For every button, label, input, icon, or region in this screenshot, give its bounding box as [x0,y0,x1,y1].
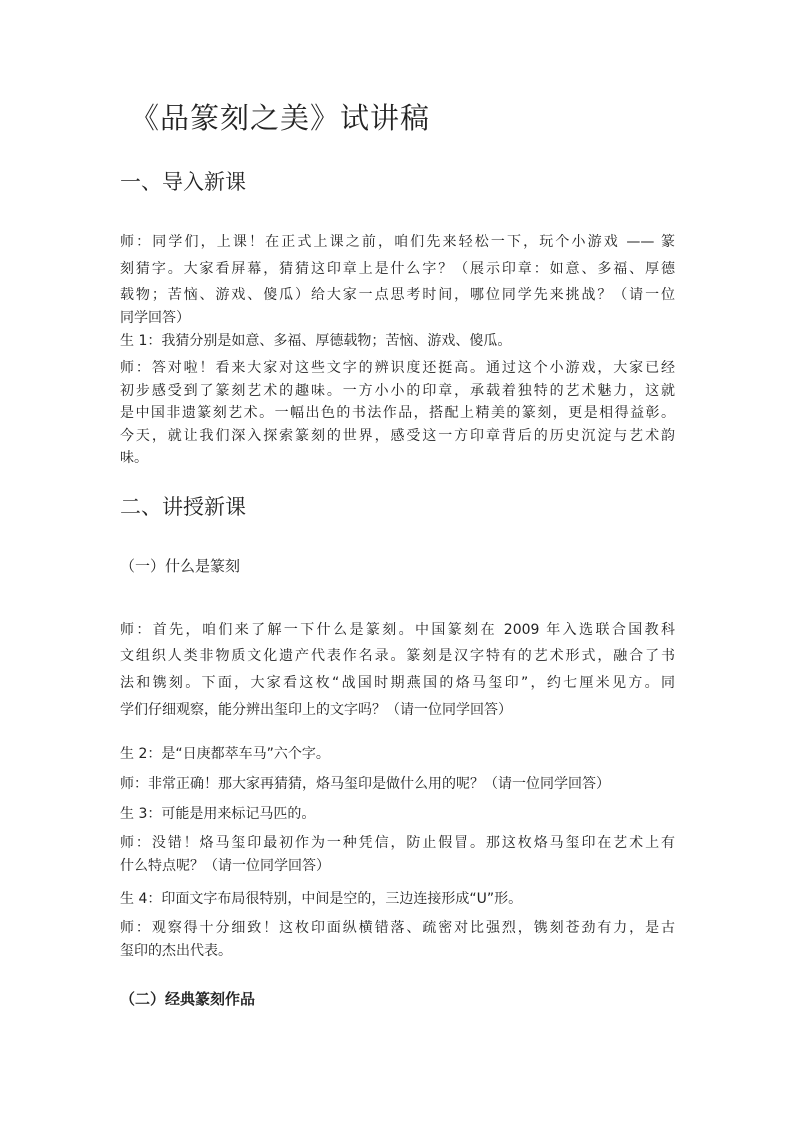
paragraph-lesson-teacher-1 [120,617,675,723]
paragraph-intro-teacher-2 [120,357,675,470]
text-line: 初步感受到了篆刻艺术的趣味。一方小小的印章，承载着独特的艺术魅力，这就 [120,382,675,399]
paragraph-student-4: 生 4：印面文字布局很特别，中间是空的，三边连接形成“U”形。 [120,891,523,907]
subsection-heading-what-is-seal-carving: （一）什么是篆刻 [120,557,241,575]
text-line: 师：观察得十分细致！这枚印面纵横错落、疏密对比强烈，镌刻苍劲有力，是古 [120,920,675,936]
text-line: 文组织人类非物质文化遗产代表作名录。篆刻是汉字特有的艺术形式，融合了书 [120,648,675,664]
paragraph-teacher-question: 师：非常正确！那大家再猜猜，烙马玺印是做什么用的呢？（请一位同学回答） [120,776,610,792]
text-line: 玺印的杰出代表。 [120,942,232,959]
text-line: 刻猜字。大家看屏幕，猜猜这印章上是什么字？（展示印章：如意、多福、厚德 [120,261,675,277]
document-title: 《品篆刻之美》试讲稿 [130,101,431,135]
text-line: 载物；苦恼、游戏、傻瓜）给大家一点思考时间，哪位同学先来挑战？（请一位 [120,287,675,303]
paragraph-teacher-summary [120,917,675,962]
text-line: 同学回答） [120,310,190,326]
text-line: 什么特点呢？（请一位同学回答） [120,857,330,874]
text-line: 师：同学们，上课！在正式上课之前，咱们先来轻松一下，玩个小游戏 —— 篆 [120,234,675,250]
text-line: 味。 [120,450,148,466]
text-line: 法和镌刻。下面，大家看这枚“战国时期燕国的烙马玺印”，约七厘米见方。同 [120,675,675,691]
subsection-heading-classic-works: （二）经典篆刻作品 [120,990,256,1008]
paragraph-student-2: 生 2：是“日庚都萃车马”六个字。 [120,746,330,762]
text-line: 今天，就让我们深入探索篆刻的世界，感受这一方印章背后的历史沉淀与艺术韵 [120,427,675,444]
text-line: 学们仔细观察，能分辨出玺印上的文字吗？（请一位同学回答） [120,702,512,718]
section-heading-intro: 一、导入新课 [120,170,246,194]
text-line: 师：答对啦！看来大家对这些文字的辨识度还挺高。通过这个小游戏，大家已经 [120,360,675,376]
paragraph-teacher-explain [120,832,675,877]
paragraph-intro-teacher-1 [120,229,675,329]
text-line: 是中国非遗篆刻艺术。一幅出色的书法作品，搭配上精美的篆刻，更是相得益彰。 [120,405,675,421]
paragraph-student-1: 生 1：我猜分别是如意、多福、厚德载物；苦恼、游戏、傻瓜。 [120,333,512,349]
paragraph-student-3: 生 3：可能是用来标记马匹的。 [120,806,316,822]
section-heading-lesson: 二、讲授新课 [120,495,246,519]
text-line: 师：首先，咱们来了解一下什么是篆刻。中国篆刻在 2009 年入选联合国教科 [120,622,675,638]
text-line: 师：没错！烙马玺印最初作为一种凭信，防止假冒。那这枚烙马玺印在艺术上有 [120,835,675,851]
